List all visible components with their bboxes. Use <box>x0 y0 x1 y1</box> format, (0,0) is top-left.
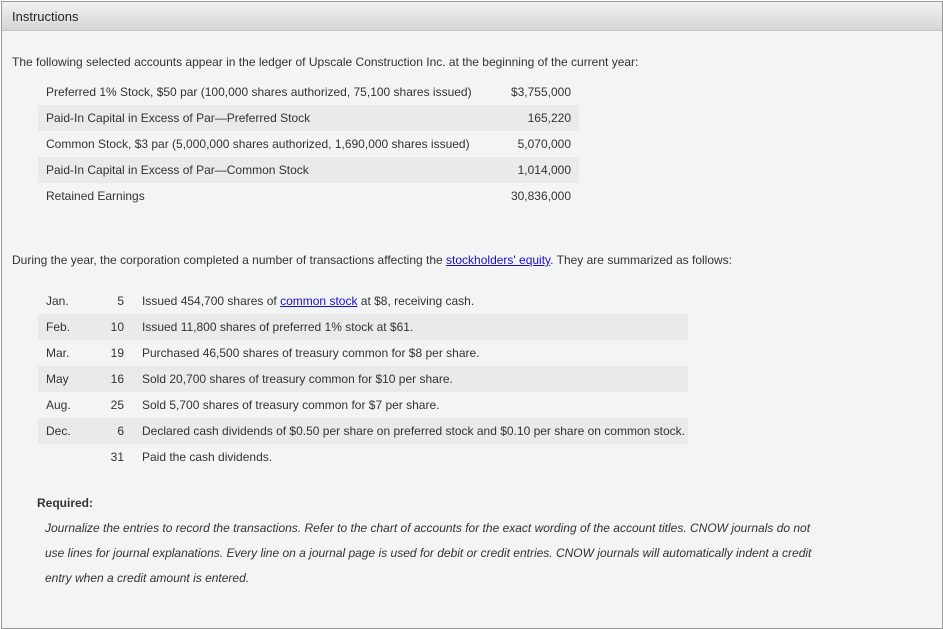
transaction-description <box>142 314 688 340</box>
transaction-text: Issued 11,800 shares of preferred 1% stock at $61. <box>142 320 414 334</box>
during-pre: During the year, the corporation completed a number of transactions affecting the <box>12 253 447 267</box>
required-heading: Required: <box>37 496 94 510</box>
transaction-month: May <box>46 372 69 386</box>
transaction-description <box>142 444 688 470</box>
transaction-day: 25 <box>110 398 124 412</box>
account-name: Preferred 1% Stock, $50 par (100,000 shares authorized, 75,100 shares issued) <box>46 85 472 99</box>
transaction-day: 5 <box>117 294 124 308</box>
transaction-text: Issued 454,700 shares of <box>142 294 281 308</box>
transaction-month: Jan. <box>46 294 69 308</box>
transaction-text: Sold 20,700 shares of treasury common for $10 per share. <box>142 372 453 386</box>
stockholders-equity-link[interactable]: stockholders' equity <box>446 253 551 267</box>
transaction-row <box>38 288 688 314</box>
required-line: use lines for journal explanations. Every line on a journal page is used for debit or credit entries. CNOW journals will automatically indent a credit <box>45 546 812 560</box>
account-amount: 165,220 <box>527 111 571 125</box>
transaction-text: Sold 5,700 shares of treasury common for $7 per share. <box>142 398 440 412</box>
accounts-table <box>38 79 579 209</box>
transaction-month <box>38 444 96 470</box>
account-row <box>38 183 579 209</box>
transaction-row <box>38 314 688 340</box>
account-row <box>38 157 579 183</box>
transaction-day: 16 <box>110 372 124 386</box>
during-text <box>12 253 732 267</box>
account-name: Common Stock, $3 par (5,000,000 shares authorized, 1,690,000 shares issued) <box>46 137 470 151</box>
transaction-text: Paid the cash dividends. <box>142 450 273 464</box>
transaction-row <box>38 418 688 444</box>
account-name: Paid-In Capital in Excess of Par—Common Stock <box>46 163 309 177</box>
transaction-row <box>38 392 688 418</box>
transaction-text: Declared cash dividends of $0.50 per share on preferred stock and $0.10 per share on common stock. <box>142 424 685 438</box>
account-amount: 30,836,000 <box>510 189 571 203</box>
intro-text: The following selected accounts appear in the ledger of Upscale Construction Inc. at the beginning of the current year: <box>12 55 639 69</box>
transaction-description <box>142 366 688 392</box>
transaction-text: Purchased 46,500 shares of treasury common for $8 per share. <box>142 346 480 360</box>
panel-header: Instructions <box>2 2 942 31</box>
account-amount: 1,014,000 <box>517 163 571 177</box>
transaction-day: 19 <box>110 346 124 360</box>
transaction-day: 6 <box>117 424 124 438</box>
transaction-month: Aug. <box>46 398 71 412</box>
transaction-row <box>38 444 688 470</box>
transaction-day: 31 <box>110 450 124 464</box>
during-post: . They are summarized as follows: <box>550 253 733 267</box>
transaction-month: Feb. <box>46 320 71 334</box>
account-row <box>38 79 579 105</box>
account-row <box>38 131 579 157</box>
transaction-text: at $8, receiving cash. <box>357 294 475 308</box>
transactions-table <box>38 288 688 470</box>
required-line: entry when a credit amount is entered. <box>45 571 250 585</box>
account-name: Paid-In Capital in Excess of Par—Preferred Stock <box>46 111 311 125</box>
account-amount: 5,070,000 <box>517 137 571 151</box>
transaction-day: 10 <box>110 320 124 334</box>
instructions-panel <box>1 1 943 629</box>
transaction-month: Mar. <box>46 346 70 360</box>
account-row <box>38 105 579 131</box>
transaction-description <box>142 340 688 366</box>
account-name: Retained Earnings <box>46 189 145 203</box>
common-stock-link[interactable]: common stock <box>280 294 358 308</box>
account-amount: $3,755,000 <box>510 85 571 99</box>
transaction-month: Dec. <box>46 424 71 438</box>
required-line: Journalize the entries to record the transactions. Refer to the chart of accounts for the exact wording of the account titles. CNOW journals do not <box>45 521 811 535</box>
transaction-row <box>38 366 688 392</box>
transaction-description <box>142 288 688 314</box>
transaction-row <box>38 340 688 366</box>
transaction-description <box>142 418 688 444</box>
transaction-description <box>142 392 688 418</box>
